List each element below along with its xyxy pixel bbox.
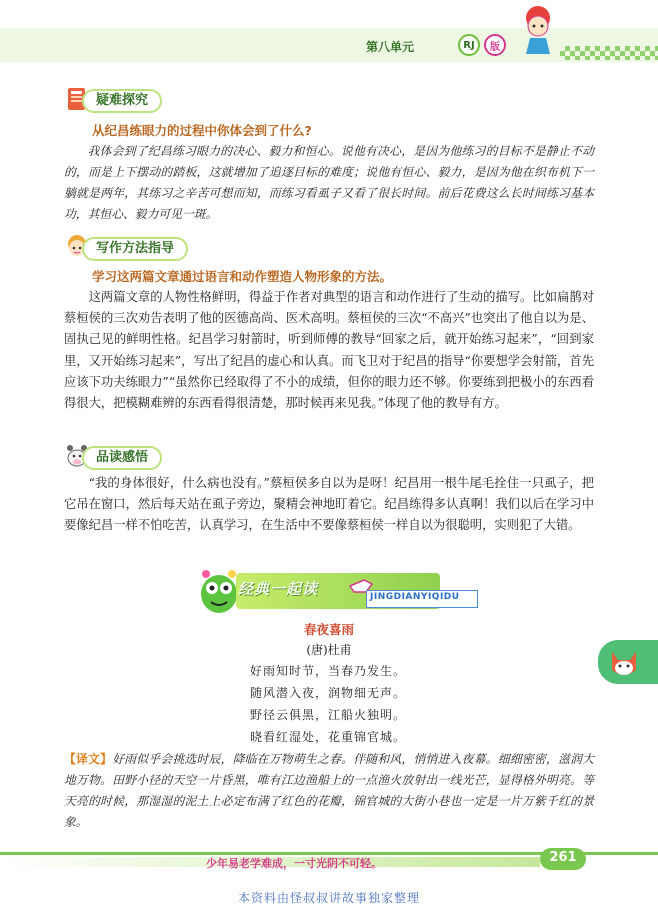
section-title: 疑难探究 [82,89,162,113]
section-reading-reflection-header [64,443,224,469]
section1-question: 从纪昌练眼力的过程中你体会到了什么? [92,123,312,138]
section3-answer: “我的身体很好，什么病也没有。”蔡桓侯多自以为是呀！纪昌用一根牛尾毛拴住一只虱子，把它吊在窗口，然后每天站在虱子旁边，聚精会神地盯着它。纪昌练得多认真啊！我们以后在学习中要像纪昌一样不怕吃苦，认真学习，在生活中不要像蔡桓侯一样自以为很聪明，实则犯了大错。 [64,476,594,533]
section-title: 写作方法指导 [82,237,188,261]
section2-answer: 这两篇文章的人物性格鲜明，得益于作者对典型的语言和动作进行了生动的描写。比如扁鹊对蔡桓侯的三次劝告表明了他的医德高尚、医术高明。蔡桓侯的三次“不高兴”也突出了他自以为是、固执己见的鲜明性格。纪昌学习射箭时，听到师傅的教导“回家之后，就开始练习起来”，“回到家里，又开始练习起来”，写出了纪昌的虚心和认真。而飞卫对于纪昌的指导“你要想学会射箭，首先应该下功夫练眼力”“虽然你已经取得了不小的成绩，但你的眼力还不够。你要练到把极小的东西看得很大，把模糊难辨的东西看得很清楚，那时候再来见我。”体现了他的教导有方。 [64,290,594,411]
poem-translation [64,749,594,833]
footer-motto: 少年易老学难成，一寸光阴不可轻。 [206,857,382,870]
translation-text: 好雨似乎会挑选时辰，降临在万物萌生之春。伴随和风，悄悄进入夜幕。细细密密，滋润大地万物。田野小径的天空一片昏黑，唯有江边渔船上的一点渔火放射出一线光芒，显得格外明亮。等天亮的时候，那湿湿的泥土上必定布满了红色的花瓣，锦官城的大街小巷也一定是一片万紫千红的景象。 [64,752,594,829]
edition-badge-ban: 版 [484,34,506,56]
credit-text: 本资料由怪叔叔讲故事独家整理 [237,891,420,905]
poem-line: 好雨知时节，当春乃发生。 [250,664,407,678]
edition-badge-rj: RJ [458,34,480,56]
section-difficult-inquiry-header [64,86,224,112]
poem-line: 野径云俱黑，江船火独明。 [250,708,407,722]
section-title: 品读感悟 [82,446,162,470]
poem-title: 春夜喜雨 [303,622,354,637]
page-number: 261 [549,850,577,865]
poem-line: 晓看红湿处，花重锦官城。 [250,730,407,744]
girl-mascot-icon [518,2,558,60]
unit-label: 第八单元 [366,40,415,54]
translation-tag: 【译文】 [64,752,113,766]
section-writing-method-header [64,234,244,260]
header-checker-decoration [560,46,658,60]
section2-question: 学习这两篇文章通过语言和动作塑造人物形象的方法。 [92,269,393,284]
poem-author: (唐)杜甫 [306,643,352,657]
classic-banner-title: 经典一起读 [238,580,319,598]
fox-mascot-icon [606,644,642,680]
poem-line: 随风潜入夜，润物细无声。 [250,686,407,700]
section1-answer: 我体会到了纪昌练习眼力的决心、毅力和恒心。说他有决心，是因为他练习的目标不是静止不动的，而是上下摆动的踏板，这就增加了追逐目标的难度；说他有恒心、毅力，是因为他在织布机下一躺就是两年，其练习之辛苦可想而知，而练习看虱子又看了很长时间。前后花费这么长时间练习基本功，其恒心、毅力可见一斑。 [64,144,594,221]
classic-banner-pinyin: JINGDIANYIQIDU [370,592,460,602]
